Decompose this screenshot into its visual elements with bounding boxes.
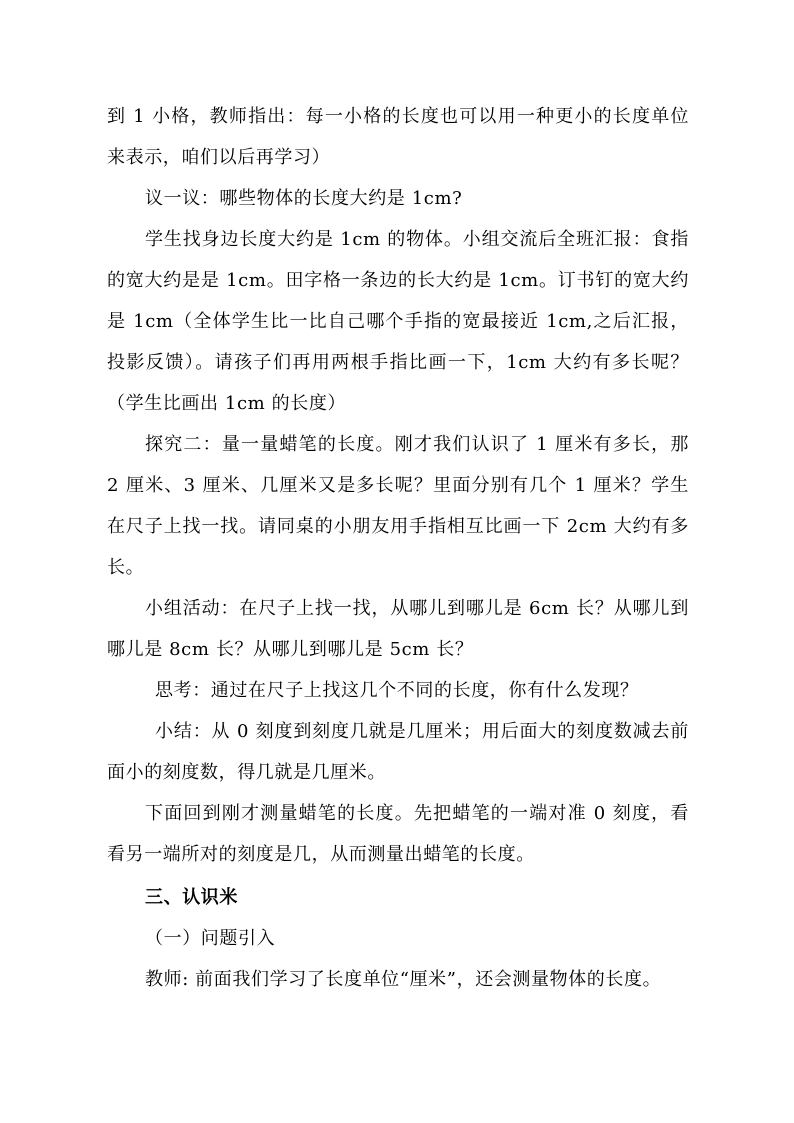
- paragraph-group-activity: 小组活动：在尺子上找一找，从哪儿到哪儿是 6cm 长？从哪儿到哪儿是 8cm 长？从哪儿到哪儿是 5cm 长？: [107, 598, 689, 660]
- paragraph-student-activity: 学生找身边长度大约是 1cm 的物体。小组交流后全班汇报：食指的宽大约是是 1cm。田字格一条边的长大约是 1cm。订书钉的宽大约是 1cm（全体学生比一比自己哪个手指的宽最接近 1cm,之后汇报，投影反馈）。请孩子们再用两根手指比画一下，1cm 大约有多长呢？（学生比画出 1cm 的长度）: [107, 229, 689, 414]
- section-heading-meter: 三、认识米: [145, 887, 238, 908]
- paragraph-measure-crayon: 下面回到刚才测量蜡笔的长度。先把蜡笔的一端对准 0 刻度，看看另一端所对的刻度是几，从而测量出蜡笔的长度。: [107, 803, 689, 865]
- paragraph-exploration-two: 探究二：量一量蜡笔的长度。刚才我们认识了 1 厘米有多长，那 2 厘米、3 厘米、几厘米又是多长呢？里面分别有几个 1 厘米？学生在尺子上找一找。请同桌的小朋友用手指相互比画一下 2cm 大约有多长。: [107, 434, 689, 578]
- document-body: [107, 96, 689, 1000]
- paragraph-summary: 小结：从 0 刻度到刻度几就是几厘米；用后面大的刻度数减去前面小的刻度数，得几就是几厘米。: [107, 721, 689, 783]
- paragraph-continuation: 到 1 小格，教师指出：每一小格的长度也可以用一种更小的长度单位来表示，咱们以后再学习）: [107, 106, 689, 168]
- paragraph-discussion-question: 议一议：哪些物体的长度大约是 1cm?: [145, 188, 463, 209]
- paragraph-thinking: 思考：通过在尺子上找这几个不同的长度，你有什么发现？: [155, 680, 639, 701]
- paragraph-teacher-intro: 教师: 前面我们学习了长度单位“厘米”，还会测量物体的长度。: [145, 969, 662, 990]
- subsection-heading-question-intro: （一）问题引入: [145, 928, 276, 949]
